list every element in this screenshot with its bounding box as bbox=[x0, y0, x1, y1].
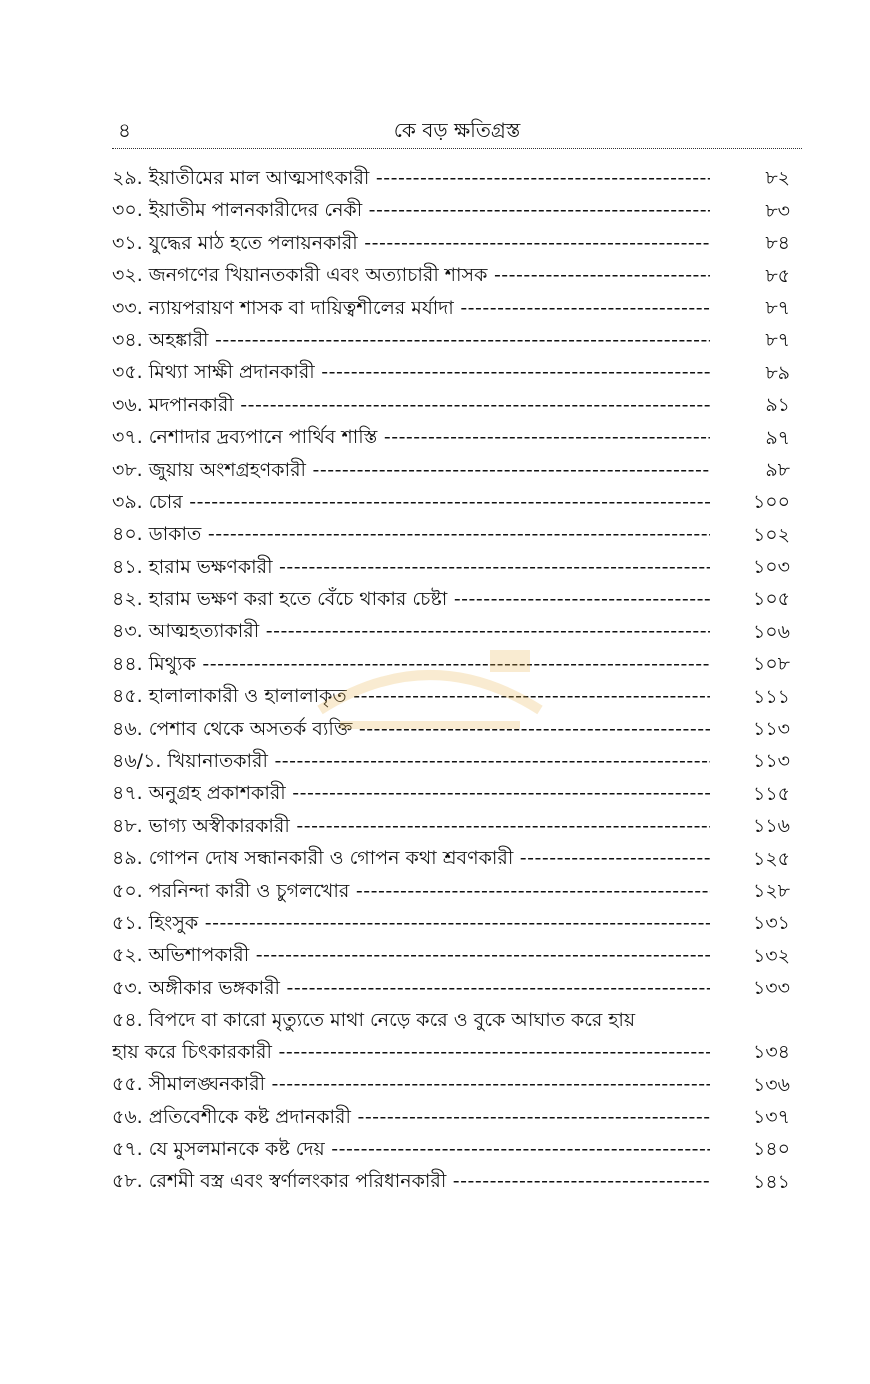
toc-entry-page: ৮৭ bbox=[765, 296, 790, 319]
toc-entry-title: ৩৯. চোর ----- bbox=[112, 486, 710, 518]
toc-entry-title: ৩৩. ন্যায়পরায়ণ শাসক বা দায়িত্বশীলের মর্যাদা ----- bbox=[112, 292, 710, 324]
toc-entry-page: ১৩২ bbox=[752, 944, 790, 967]
toc-entry bbox=[112, 583, 802, 615]
toc-entry-title: ৩২. জনগণের খিয়ানতকারী এবং অত্যাচারী শাসক ----- bbox=[112, 259, 710, 291]
toc-entry bbox=[112, 875, 802, 907]
toc-entry-page: ১৩৬ bbox=[752, 1073, 790, 1096]
toc-entry bbox=[112, 518, 802, 550]
toc-entry bbox=[112, 1165, 802, 1197]
toc-entry-page: ১১৩ bbox=[752, 718, 790, 741]
toc-entry-page: ৮২ bbox=[765, 167, 790, 190]
toc-entry-page: ৮৫ bbox=[765, 264, 790, 287]
toc-entry bbox=[112, 1068, 802, 1100]
toc-entry-title: ৪০. ডাকাত ----- bbox=[112, 518, 710, 550]
toc-entry-page: ৯৭ bbox=[765, 426, 790, 449]
toc-entry bbox=[112, 194, 802, 226]
toc-entry-title: ৪৭. অনুগ্রহ প্রকাশকারী ----- bbox=[112, 777, 710, 809]
toc-entry-title: ৩০. ইয়াতীম পালনকারীদের নেকী ----- bbox=[112, 194, 710, 226]
toc-entry-title: ৩৪. অহঙ্কারী ----- bbox=[112, 324, 710, 356]
toc-entry bbox=[112, 421, 802, 453]
toc-entry bbox=[112, 454, 802, 486]
toc-entry-title: ৫৬. প্রতিবেশীকে কষ্ট প্রদানকারী ----- bbox=[112, 1101, 710, 1133]
toc-entry-title-line1: ৫৪. বিপদে বা কারো মৃত্যুতে মাথা নেড়ে করে ও বুকে আঘাত করে হায় bbox=[112, 1009, 636, 1032]
toc-entry bbox=[112, 227, 802, 259]
book-logo-icon bbox=[300, 630, 560, 740]
toc-entry-page: ১৪১ bbox=[753, 1170, 790, 1193]
toc-entry-title: ৩৭. নেশাদার দ্রব্যপানে পার্থিব শাস্তি ----- bbox=[112, 421, 710, 453]
toc-entry-page: ১২৮ bbox=[752, 879, 790, 902]
toc-entry-page: ৯৮ bbox=[765, 458, 790, 481]
toc-entry-page: ১০৩ bbox=[752, 556, 790, 579]
toc-entry bbox=[112, 162, 802, 194]
book-title: কে বড় ক্ষতিগ্রস্ত bbox=[393, 118, 521, 142]
toc-entry bbox=[112, 972, 802, 1004]
toc-entry-title: ৪১. হারাম ভক্ষণকারী ----- bbox=[112, 551, 710, 583]
toc-entry-title: ৪৬/১. খিয়ানাতকারী ----- bbox=[112, 745, 710, 777]
toc-entry bbox=[112, 1004, 802, 1068]
toc-entry bbox=[112, 551, 802, 583]
toc-entry-title: ৪৫. হালালাকারী ও হালালাকৃত ----- bbox=[112, 680, 710, 712]
toc-entry-title: ৫৩. অঙ্গীকার ভঙ্গকারী ----- bbox=[112, 972, 710, 1004]
toc-entry bbox=[112, 259, 802, 291]
toc-entry-page: ১০৬ bbox=[752, 620, 790, 643]
toc-entry-page: ১০০ bbox=[752, 491, 790, 514]
toc-entry-title: ৪৬. পেশাব থেকে অসতর্ক ব্যক্তি ----- bbox=[112, 713, 710, 745]
toc-entry-title: ৫২. অভিশাপকারী ----- bbox=[112, 939, 710, 971]
toc-entry-title: ৪৮. ভাগ্য অস্বীকারকারী ----- bbox=[112, 810, 710, 842]
toc-entry-page: ১১৬ bbox=[752, 815, 790, 838]
toc-entry-page: ১১১ bbox=[753, 685, 790, 708]
toc-entry bbox=[112, 389, 802, 421]
toc-entry-page: ১১৩ bbox=[752, 750, 790, 773]
toc-entry bbox=[112, 292, 802, 324]
toc-entry bbox=[112, 1101, 802, 1133]
toc-entry-title: ৪৪. মিথ্যুক ----- bbox=[112, 648, 710, 680]
toc-entry bbox=[112, 324, 802, 356]
toc-entry-title: ৫০. পরনিন্দা কারী ও চুগলখোর ----- bbox=[112, 875, 710, 907]
toc-entry-page: ১০৮ bbox=[752, 653, 790, 676]
toc-entry-page: ১৩৪ bbox=[752, 1041, 790, 1064]
toc-entry-title: ৪২. হারাম ভক্ষণ করা হতে বেঁচে থাকার চেষ্টা ----- bbox=[112, 583, 710, 615]
toc-entry bbox=[112, 842, 802, 874]
toc-entry-page: ৮৩ bbox=[765, 199, 790, 222]
toc-entry-title: ২৯. ইয়াতীমের মাল আত্মসাৎকারী ----- bbox=[112, 162, 710, 194]
toc-entry-title-line2: হায় করে চিৎকারকারী ----- bbox=[112, 1036, 710, 1068]
toc-entry-page: ১১৫ bbox=[753, 782, 790, 805]
toc-entry bbox=[112, 810, 802, 842]
toc-entry bbox=[112, 486, 802, 518]
page-number: ৪ bbox=[118, 118, 131, 142]
toc-entry-title: ৫১. হিংসুক ----- bbox=[112, 907, 710, 939]
toc-entry-title: ৫৮. রেশমী বস্ত্র এবং স্বর্ণালংকার পরিধানকারী ----- bbox=[112, 1165, 710, 1197]
toc-entry-title: ৩৫. মিথ্যা সাক্ষী প্রদানকারী ----- bbox=[112, 356, 710, 388]
toc-entry-title: ৩৮. জুয়ায় অংশগ্রহণকারী ----- bbox=[112, 454, 710, 486]
toc-entry-page: ১৩৩ bbox=[752, 977, 790, 1000]
toc-entry-title: ৩১. যুদ্ধের মাঠ হতে পলায়নকারী ----- bbox=[112, 227, 710, 259]
toc-entry-page: ৮৯ bbox=[765, 361, 790, 384]
toc-entry-page: ৯১ bbox=[765, 394, 790, 417]
toc-entry-page: ১০২ bbox=[752, 523, 790, 546]
toc-entry-page: ৮৭ bbox=[765, 329, 790, 352]
toc-entry-page: ১০৫ bbox=[752, 588, 790, 611]
toc-entry-title: ৪৩. আত্মহত্যাকারী ----- bbox=[112, 615, 710, 647]
toc-entry-page: ১৩৭ bbox=[752, 1105, 790, 1128]
toc-entry-page: ৮৪ bbox=[765, 232, 790, 255]
toc-entry-page: ১৩১ bbox=[752, 912, 790, 935]
toc-entry-title bbox=[112, 1004, 742, 1068]
toc-entry bbox=[112, 939, 802, 971]
toc-entry-title: ৫৫. সীমালঙ্ঘনকারী ----- bbox=[112, 1068, 710, 1100]
page-header bbox=[112, 112, 802, 149]
toc-entry-page: ১২৫ bbox=[752, 847, 790, 870]
toc-entry bbox=[112, 356, 802, 388]
toc-entry bbox=[112, 777, 802, 809]
toc-entry-page: ১৪০ bbox=[752, 1138, 790, 1161]
toc-entry bbox=[112, 1133, 802, 1165]
toc-entry-title: ৩৬. মদপানকারী ----- bbox=[112, 389, 710, 421]
toc-entry-title: ৪৯. গোপন দোষ সন্ধানকারী ও গোপন কথা শ্রবণকারী ----- bbox=[112, 842, 710, 874]
toc-entry bbox=[112, 907, 802, 939]
toc-entry bbox=[112, 745, 802, 777]
toc-entry-title: ৫৭. যে মুসলমানকে কষ্ট দেয় ----- bbox=[112, 1133, 710, 1165]
